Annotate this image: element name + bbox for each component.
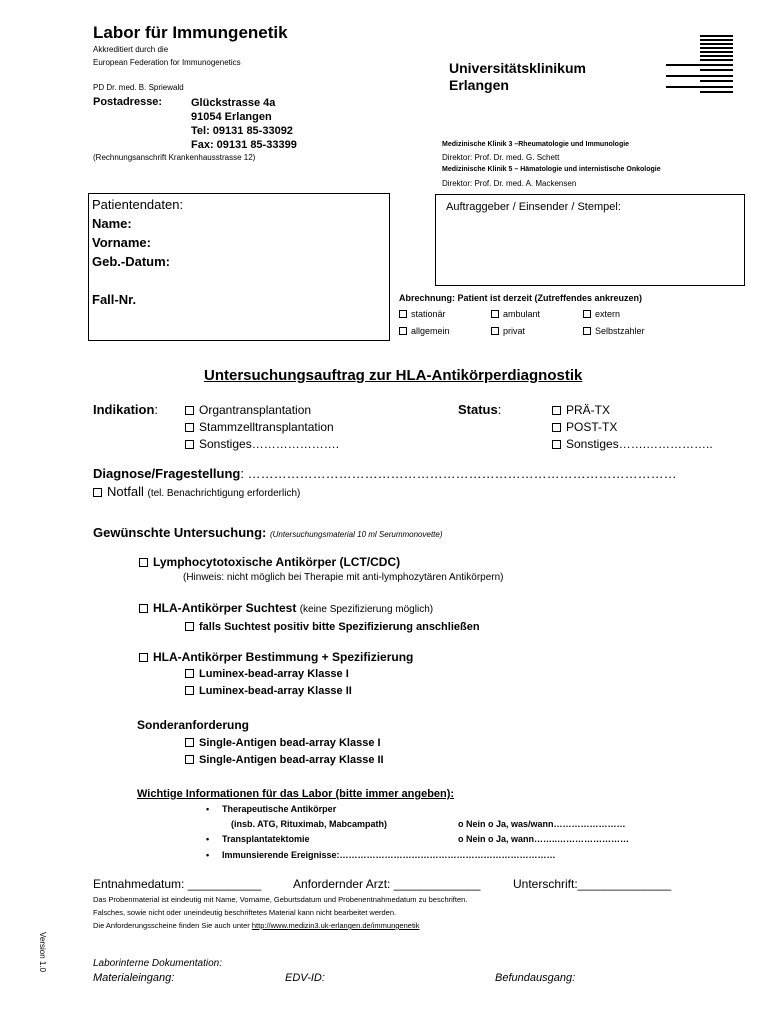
checkbox-icon[interactable] [491, 327, 499, 335]
billing-option-stationaer[interactable]: stationär [399, 309, 446, 319]
diagnosis-field[interactable] [93, 466, 677, 481]
checkbox-icon[interactable] [491, 310, 499, 318]
lab-name: Labor für Immungenetik [93, 23, 288, 42]
emergency-note: (tel. Benachrichtigung erforderlich) [147, 488, 301, 499]
indication-option-stemcell[interactable]: Stammzelltransplantation [185, 420, 334, 434]
option-search-test[interactable]: HLA-Antikörper Suchtest (keine Spezifizierung möglich) [139, 601, 433, 615]
important-item-ectomy: • Transplantatektomie [206, 834, 310, 844]
patient-case-label: Fall-Nr. [92, 292, 137, 307]
special-request-label: Sonderanforderung [137, 718, 250, 732]
clinic3-name: Medizinische Klinik 3 –Rheumatologie und Immunologie [442, 141, 630, 148]
checkbox-icon[interactable] [185, 423, 194, 432]
billing-option-allgemein[interactable]: allgemein [399, 326, 450, 336]
checkbox-icon[interactable] [139, 604, 148, 613]
option-lct[interactable]: Lymphocytotoxische Antikörper (LCT/CDC) [139, 555, 400, 569]
material-receipt-label: Materialeingang: [93, 972, 175, 984]
postal-label: Postadresse: [93, 96, 163, 108]
option-specification[interactable]: HLA-Antikörper Bestimmung + Spezifizierung [139, 650, 413, 664]
important-info-title: Wichtige Informationen für das Labor (bitte immer angeben): [137, 788, 455, 800]
important-item-antibodies: • Therapeutische Antikörper [206, 804, 337, 814]
option-single-antigen-class1[interactable]: Single-Antigen bead-array Klasse I [185, 737, 381, 749]
option-single-antigen-class2[interactable]: Single-Antigen bead-array Klasse II [185, 754, 384, 766]
version-label: Version 1.0 [38, 932, 47, 973]
lab-fax: Fax: 09131 85-33399 [191, 139, 297, 151]
billing-option-ambulant[interactable]: ambulant [491, 309, 540, 319]
checkbox-icon[interactable] [583, 310, 591, 318]
university-name-line1: Universitätsklinikum [449, 60, 586, 76]
important-item-immunizing-events[interactable]: • Immunsierende Ereignisse:……………………………………………………………… [206, 850, 556, 860]
bullet-icon: • [206, 804, 210, 814]
billing-address: (Rechnungsanschrift Krankenhausstrasse 12) [93, 153, 256, 162]
footer-note-3: Die Anforderungsscheine finden Sie auch unter http://www.medizin3.uk-erlangen.de/immungenetik [93, 921, 420, 930]
option-luminex-class1[interactable]: Luminex-bead-array Klasse I [185, 668, 349, 680]
antibodies-answer[interactable]: o Nein o Ja, was/wann…………………… [458, 819, 626, 829]
clinic3-director: Direktor: Prof. Dr. med. G. Schett [442, 153, 560, 162]
patient-name-label: Name: [92, 216, 132, 231]
patient-birthdate-label: Geb.-Datum: [92, 254, 170, 269]
patient-data-box[interactable] [88, 193, 390, 341]
checkbox-icon[interactable] [185, 738, 194, 747]
head-person: PD Dr. med. B. Spriewald [93, 83, 184, 92]
checkbox-icon[interactable] [185, 440, 194, 449]
checkbox-icon[interactable] [93, 488, 102, 497]
bullet-icon: • [206, 834, 210, 844]
checkbox-icon[interactable] [185, 406, 194, 415]
bullet-icon: • [206, 850, 210, 860]
footer-note-1: Das Probenmaterial ist eindeutig mit Name, Vorname, Geburtsdatum und Probenentnahmedatum zu beschriften. [93, 895, 468, 904]
patient-section-label: Patientendaten: [92, 197, 184, 212]
checkbox-icon[interactable] [139, 558, 148, 567]
report-output-label: Befundausgang: [495, 972, 576, 984]
status-option-post-tx[interactable]: POST-TX [552, 420, 617, 434]
sender-stamp-box[interactable] [435, 194, 745, 286]
requesting-doctor-field[interactable]: Anfordernder Arzt: _____________ [293, 877, 481, 891]
lct-note: (Hinweis: nicht möglich bei Therapie mit anti-lymphozytären Antikörpern) [183, 572, 504, 583]
diagnosis-dots: : ……………………………………………………………………………………… [240, 466, 677, 481]
billing-option-privat[interactable]: privat [491, 326, 525, 336]
diagnosis-label: Diagnose/Fragestellung [93, 466, 241, 481]
postal-street: Glückstrasse 4a [191, 97, 276, 109]
lab-internal-title: Laborinterne Dokumentation: [93, 958, 222, 969]
accreditation-line1: Akkreditiert durch die [93, 45, 169, 54]
important-item-antibodies-detail: (insb. ATG, Rituximab, Mabcampath) [231, 819, 388, 829]
option-luminex-class2[interactable]: Luminex-bead-array Klasse II [185, 685, 352, 697]
checkbox-icon[interactable] [185, 686, 194, 695]
signature-field[interactable]: Unterschrift:______________ [513, 877, 672, 891]
checkbox-icon[interactable] [552, 406, 561, 415]
sender-label: Auftraggeber / Einsender / Stempel: [446, 201, 621, 213]
checkbox-icon[interactable] [139, 653, 148, 662]
download-link[interactable]: http://www.medizin3.uk-erlangen.de/immungenetik [251, 921, 420, 930]
billing-label: Abrechnung: Patient ist derzeit (Zutreffendes ankreuzen) [399, 293, 643, 303]
collection-date-field[interactable]: Entnahmedatum: ___________ [93, 877, 262, 891]
accreditation-line2: European Federation for Immunogenetics [93, 58, 241, 67]
patient-firstname-label: Vorname: [92, 235, 151, 250]
footer-note-2: Falsches, sowie nicht oder uneindeutig beschriftetes Material kann nicht bearbeitet werden. [93, 908, 397, 917]
lab-phone: Tel: 09131 85-33092 [191, 125, 293, 137]
checkbox-icon[interactable] [185, 622, 194, 631]
edv-id-label: EDV-ID: [285, 972, 325, 984]
indication-option-other[interactable]: Sonstiges…………………. [185, 437, 339, 451]
postal-address [191, 96, 297, 152]
indication-option-organ[interactable]: Organtransplantation [185, 403, 311, 417]
university-name-line2: Erlangen [449, 77, 509, 93]
clinic5-director: Direktor: Prof. Dr. med. A. Mackensen [442, 179, 577, 188]
billing-option-extern[interactable]: extern [583, 309, 620, 319]
billing-option-selbstzahler[interactable]: Selbstzahler [583, 326, 645, 336]
checkbox-icon[interactable] [185, 755, 194, 764]
checkbox-icon[interactable] [552, 440, 561, 449]
option-search-specification[interactable]: falls Suchtest positiv bitte Spezifizierung anschließen [185, 621, 480, 633]
clinic5-name: Medizinische Klinik 5 – Hämatologie und internistische Onkologie [442, 166, 661, 173]
postal-city: 91054 Erlangen [191, 111, 272, 123]
checkbox-icon[interactable] [185, 669, 194, 678]
status-label: Status: [458, 402, 502, 417]
requested-heading: Gewünschte Untersuchung: (Untersuchungsmaterial 10 ml Serummonovette) [93, 525, 443, 540]
checkbox-icon[interactable] [552, 423, 561, 432]
checkbox-icon[interactable] [399, 327, 407, 335]
checkbox-icon[interactable] [583, 327, 591, 335]
checkbox-icon[interactable] [399, 310, 407, 318]
status-option-other[interactable]: Sonstiges…….…………….. [552, 437, 713, 451]
status-option-pre-tx[interactable]: PRÄ-TX [552, 403, 610, 417]
university-name [449, 60, 586, 94]
indication-label: Indikation: [93, 402, 159, 417]
material-note: (Untersuchungsmaterial 10 ml Serummonovette) [269, 530, 443, 539]
form-title: Untersuchungsauftrag zur HLA-Antikörperdiagnostik [204, 367, 583, 384]
ectomy-answer[interactable]: o Nein o Ja, wann……..…………………… [458, 834, 630, 844]
emergency-option[interactable]: Notfall (tel. Benachrichtigung erforderlich) [93, 484, 300, 499]
